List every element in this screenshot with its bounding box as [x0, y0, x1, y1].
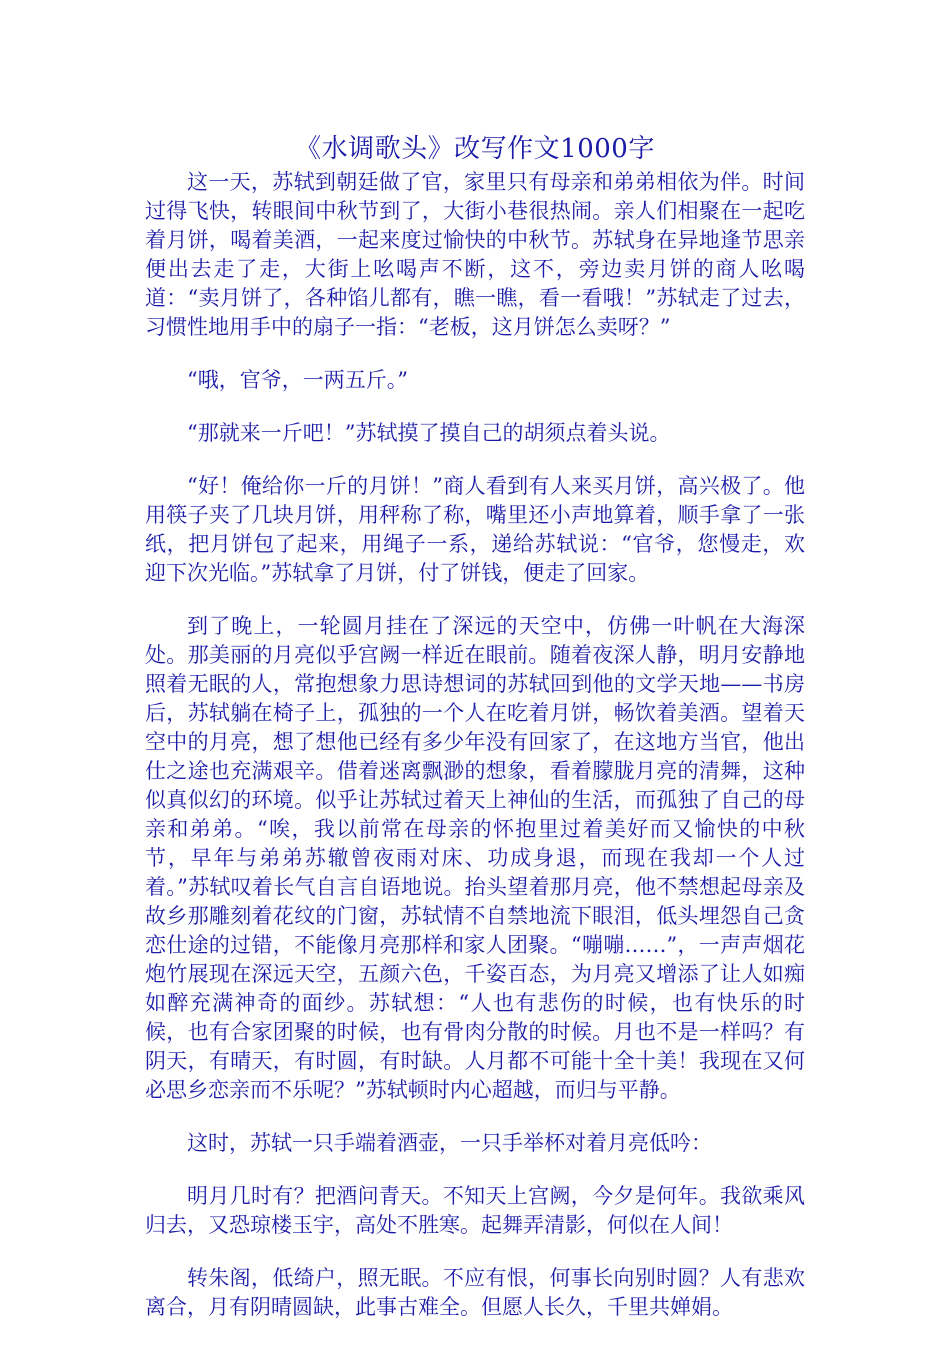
- paragraph-4: “好！俺给你一斤的月饼！”商人看到有人来买月饼，高兴极了。他用筷子夹了几块月饼，用秤称了称，嘴里还小声地算着，顺手拿了一张纸，把月饼包了起来，用绳子一系，递给苏轼说：“官爷，您慢走，欢迎下次光临。”苏轼拿了月饼，付了饼钱，便走了回家。: [145, 474, 805, 585]
- paragraph-3: “那就来一斤吧！”苏轼摸了摸自己的胡须点着头说。: [187, 421, 671, 445]
- paragraph-2: “哦，官爷，一两五斤。”: [187, 368, 408, 392]
- paragraph-8: 转朱阁，低绮户，照无眠。不应有恨，何事长向别时圆？人有悲欢离合，月有阴晴圆缺，此事古难全。但愿人长久，千里共婵娟。: [145, 1266, 805, 1319]
- paragraph-1: 这一天，苏轼到朝廷做了官，家里只有母亲和弟弟相依为伴。时间过得飞快，转眼间中秋节到了，大街小巷很热闹。亲人们相聚在一起吃着月饼，喝着美酒，一起来度过愉快的中秋节。苏轼身在异地逢节思亲便出去走了走，大街上吆喝声不断，这不，旁边卖月饼的商人吆喝道：“卖月饼了，各种馅儿都有，瞧一瞧，看一看哦！”苏轼走了过去，习惯性地用手中的扇子一指：“老板，这月饼怎么卖呀？”: [145, 170, 805, 339]
- paragraph-6: 这时，苏轼一只手端着酒壶，一只手举杯对着月亮低吟：: [187, 1131, 712, 1155]
- document-body: [145, 130, 805, 1322]
- document-title: 《水调歌头》改写作文1000字: [295, 134, 655, 164]
- paragraph-7: 明月几时有？把酒问青天。不知天上宫阙，今夕是何年。我欲乘风归去，又恐琼楼玉宇，高处不胜寒。起舞弄清影，何似在人间！: [145, 1184, 805, 1237]
- paragraph-5: 到了晚上，一轮圆月挂在了深远的天空中，仿佛一叶帆在大海深处。那美丽的月亮似乎宫阙一样近在眼前。随着夜深人静，明月安静地照着无眠的人，常抱想象力思诗想词的苏轼回到他的文学天地——书房后，苏轼躺在椅子上，孤独的一个人在吃着月饼，畅饮着美酒。望着天空中的月亮，想了想他已经有多少年没有回家了，在这地方当官，他出仕之途也充满艰辛。借着迷离飘渺的想象，看着朦胧月亮的清舞，这种似真似幻的环境。似乎让苏轼过着天上神仙的生活，而孤独了自己的母亲和弟弟。“唉，我以前常在母亲的怀抱里过着美好而又愉快的中秋节，早年与弟弟苏辙曾夜雨对床、功成身退，而现在我却一个人过着。”苏轼叹着长气自言自语地说。抬头望着那月亮，他不禁想起母亲及故乡那雕刻着花纹的门窗，苏轼情不自禁地流下眼泪，低头埋怨自己贪恋仕途的过错，不能像月亮那样和家人团聚。“嘣嘣……”，一声声烟花炮竹展现在深远天空，五颜六色，千姿百态，为月亮又增添了让人如痴如醉充满神奇的面纱。苏轼想：“人也有悲伤的时候，也有快乐的时候，也有合家团聚的时候，也有骨肉分散的时候。月也不是一样吗？有阴天，有晴天，有时圆，有时缺。人月都不可能十全十美！我现在又何必思乡恋亲而不乐呢？”苏轼顿时内心超越，而归与平静。: [145, 614, 805, 1102]
